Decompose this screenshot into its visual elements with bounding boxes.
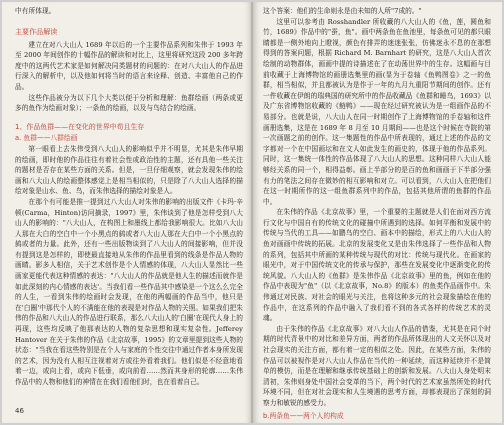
right-page: [253, 2, 502, 423]
body-paragraph: 这里可以参考由 Rosshandler 所收藏的八大山人的《鱼，莲，圆鱼和竹，1689》作品中的"蚕，鱼"。画中两条鱼在鱼池里，每条鱼可见的都只眼睛都是一侧外地向上瞪视，颜色有排弄的迷迷张张，仿佛迷永不息的在那想得到的答案问题，根据 Richard M. Barnhart 的研究，这是八大山人首次绘制的动物群体，画画中提的诗描述在了在动荡世界中的生存。这幅画与目前收藏于上海博物馆的画册选集里的画(显为于卷轴《鱼鸭图卷》之一的鱼群，相当相似，并且都被认为是作于一年的九月九重阳节期间的创作。还有一件收藏在伊朗的瑞典国的研究所中的作品收藏品《鱼群和睡鸟，1693》以及广东省博物馆收藏的《鲢鸭》——现在经过研究被认为是一组画作品的不易部分。也就是说，八大山人在同一时期创作了上海博物馆的手卷轴和这件画册选集，这是在 1689 年 8 月至 10 月期间——也是这个时候在寺院的第一次画题之前的创作。这一集题性的作品中所表现的，通过上述的作品的文字都对一个在中国画坛和在文人如此发生的画史的，体现于他的作品系列。同时，这一集统一体性的作品体现了八大山人的思想。这种同样八大山人能够经关系的同一个，相得益彰。画上半部分的是百的鱼和画画于下半部分强有力的笔法之间存在微妙的相互影响和对立。可以看到，八大山人在把他们在这一时期所作的这一组鱼群系列中的作品，包括其他所谓的鱼群的作品中。: [263, 17, 491, 206]
left-page: [2, 2, 252, 423]
sub-heading: 1、作品鱼群——在变化的世界中苟且生存: [15, 122, 145, 131]
body-paragraph: 建立在对八大山人 1689 年以后的一个主要作品系列和朱伟于 1993 年至 2000 年间创作的十幅作品的解读和对比上，这里将研究这段 200 多年跨度中的这两代艺术家是如何解决同类题材的问题的：在对八大山人的作品进行深入的解析中，以及他如何将当时的语言来诠释、创造、丰富他自己的作品。: [15, 40, 243, 91]
section-heading: 主要作品解读: [15, 27, 58, 36]
opening-line: 中有所体现。: [15, 7, 56, 15]
body-paragraph: 这个答案：他们的生命则永是由未知的人所"7成的。": [263, 7, 422, 15]
body-paragraph: 在那个有可能是推一提到过八大山人对朱伟的影响的出版文件《卡玛·辛顿(Carma，Hinton)访问摘录，1997》里，朱伟谈到了他是怎样受到八大山人的影响的："八大山人，在构图上和墨线上都给我影响很大。比如八大山人那在大白的空白中一个小黑点的鸫或者八大山人那在大白中一个小黑点的鸫或者的力量。此外，还有一些出版物谈到了八大山人的间接影响，但并没有提到这是怎样的，即使最直接地从朱伟的作品里看到的线条是作品人物的画睛。影多人相信，关于艺术创作是个人情感的体现，八大山人显然比一些画家更能代表这种情感的表达："八大山人的作品就是他人生的描述而就作是如此深刻的内心情感的表达'。当我们看一些作品其中感染是一个这么么完全的人生，一看到朱伟的绘画时会发现，在他的两幅画的作品当中，他只是在'白圈'中那代个人的不满能在他的表现是对作品人物的关照。如果我们把朱伟的作品和八大山人的作品进行联系，那么八大山人的'白圈'在现代人身上的再现，这些均反映了他那表达的人物的复杂思想和现实复杂性。Jefferey Hantover 在关于朱伟的作品《北京故事，1995》的文章里提到这些人物的状态："当我在看这些特别是在个人与家庭的个性交往中通过作者本身所发现的艺术，因为没有人相互注视着对方或往外看着我们。他们似是不经意地看着一边，或向上看，或向下低垂，或向前看……然而其身形的轮廓……朱伟作品中的人物和他们的神情在在我们看他们时，也在看着自己。: [15, 197, 243, 386]
minor-heading: a. 鱼群——八群绘画: [15, 134, 78, 143]
minor-heading: b.两条鱼——两个人的构成: [263, 411, 344, 420]
body-paragraph: 在朱伟的作品《北京故事》里，一个重要的主题就是人们在面对西方流行文化与中国自有的传统文化的碰撞中所遇到的选择。如何平衡和发展中的传统与当代的工具——如鹏鸟的空白、画本中的描绘，形式上的八大山人的鱼对画画中传统的拓展。北京的发展变化又是由朱伟选择了一些作品和人物的系列，包括其中所画的某种传统与现代的对比：传统与现代化。在画家的眼光中，对于中国传统文化的传承与保护，那些在发展变化中逐渐变化的传统风貌。八大山人的《鱼群》是朱伟作品《北京故事》里的鱼，例如在他的作品中表现为"鱼"（以《北京故事，No.8》的版本）的鱼类作品画作中。朱伟通过对民族、对社会的眼光与关注，也将这种多元的社会现象描绘在他的作品中，在这系列的作品中融入了我们看不到的各式各样的传统艺术的灵魂。: [263, 208, 491, 323]
body-paragraph: 第一眼看上去朱伟受到八大山人的影响似乎并不明显，尤其是朱伟早期的绘画，即时他的作品往往有着社会性或政治性的主题，还有具他一些关注的题材是否存在某些方面的关系。但是，一旦仔细观察，就会发现朱伟的绘画和八大山人的绘画整体感觉上是相当相似的，只是除了八大山人选择的描绘对象是山水、鱼、鸟，而朱伟选择的描绘对象是人。: [15, 144, 243, 196]
body-paragraph: 这些作品被分为以下几个大类以便于分析和理解：鱼群绘画（两条或更多的鱼作为绘画对象）；一条鱼的绘画，以及与鸟结合的绘画。: [15, 93, 243, 113]
body-paragraph: 由于朱伟的作品《北京故事》对八大山人作品的借鉴，尤其是在同个时期的时代背景中的对比和差异方面，两者的作品所体现出的人文关怀以及对社会现实的关注方面，都有着一定的相似之处。因此，在某些方面，朱伟的作品可以被视作是对八大山人作品在当代的一种延续，而这种延续并不是简单的模仿，而是在理解和继承传统基础上的创新和发展。八大山人身处明末清初，朱伟则身处中国社会变革的当下，两个时代的艺术家虽然所处的时代环境不同，但在对社会现实和人生境遇的思考方面，却都表现出了深刻的洞察力和敏锐的感受力。: [263, 324, 491, 407]
page-number: 46: [15, 407, 24, 415]
